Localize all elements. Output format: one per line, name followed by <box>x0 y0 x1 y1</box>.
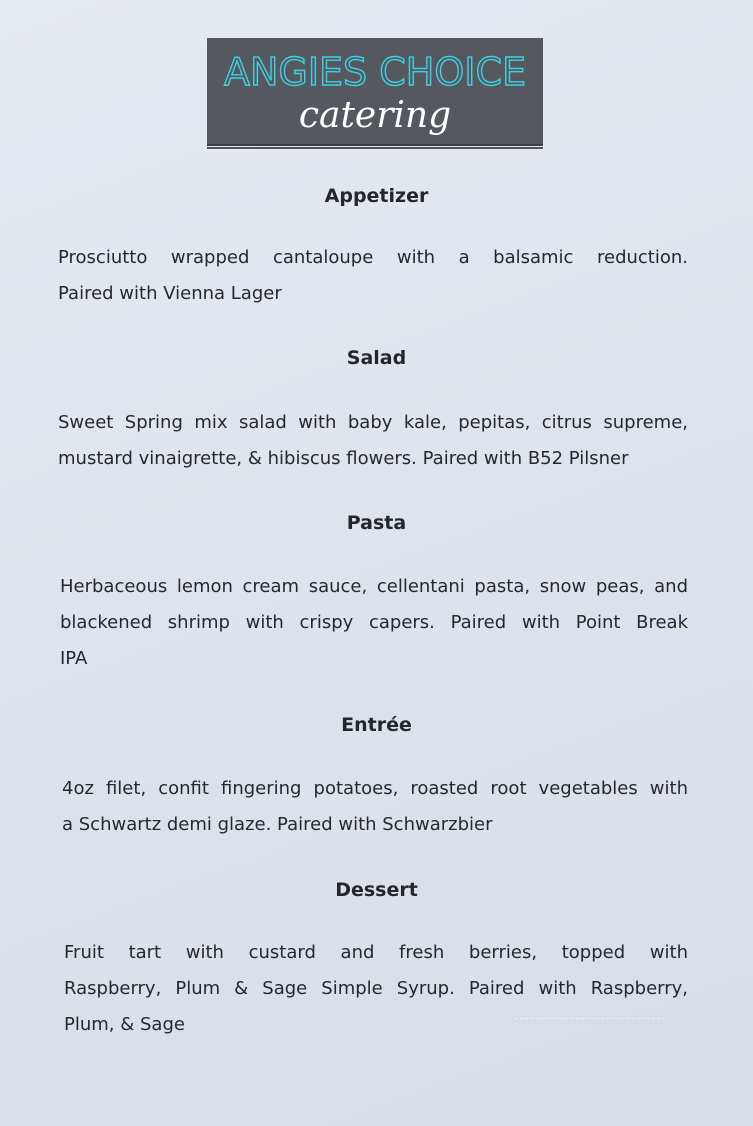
heading-pasta: Pasta <box>346 512 407 534</box>
faint-watermark <box>515 1018 665 1065</box>
appetizer-line-2: Paired with Vienna Lager <box>58 283 282 304</box>
salad-line-2: mustard vinaigrette, & hibiscus flowers. Paired with B52 Pilsner <box>58 448 629 469</box>
pasta-line-3: IPA <box>60 648 88 669</box>
appetizer-line-1: Prosciutto wrapped cantaloupe with a balsamic reduction. <box>58 247 688 268</box>
salad-line-1: Sweet Spring mix salad with baby kale, pepitas, citrus supreme, <box>58 412 688 433</box>
catering-logo <box>207 38 543 146</box>
logo-subtitle: catering <box>298 95 452 136</box>
dessert-line-1: Fruit tart with custard and fresh berries, topped with <box>64 942 688 963</box>
entree-description <box>62 771 688 843</box>
logo-title: ANGIES CHOICE <box>223 50 527 94</box>
entree-line-1: 4oz filet, confit fingering potatoes, roasted root vegetables with <box>62 778 688 799</box>
heading-appetizer: Appetizer <box>324 185 429 207</box>
pasta-line-1: Herbaceous lemon cream sauce, cellentani pasta, snow peas, and <box>60 576 688 597</box>
appetizer-description <box>58 240 688 312</box>
pasta-line-2: blackened shrimp with crispy capers. Paired with Point Break <box>60 612 688 633</box>
entree-line-2: a Schwartz demi glaze. Paired with Schwarzbier <box>62 814 493 835</box>
logo-underline <box>207 147 543 149</box>
pasta-description <box>60 569 688 677</box>
heading-dessert: Dessert <box>335 879 418 901</box>
heading-salad: Salad <box>346 347 407 369</box>
salad-description <box>58 405 688 477</box>
dessert-line-2: Raspberry, Plum & Sage Simple Syrup. Paired with Raspberry, <box>64 978 688 999</box>
heading-entree: Entrée <box>341 714 412 736</box>
dessert-line-3: Plum, & Sage <box>64 1014 185 1035</box>
